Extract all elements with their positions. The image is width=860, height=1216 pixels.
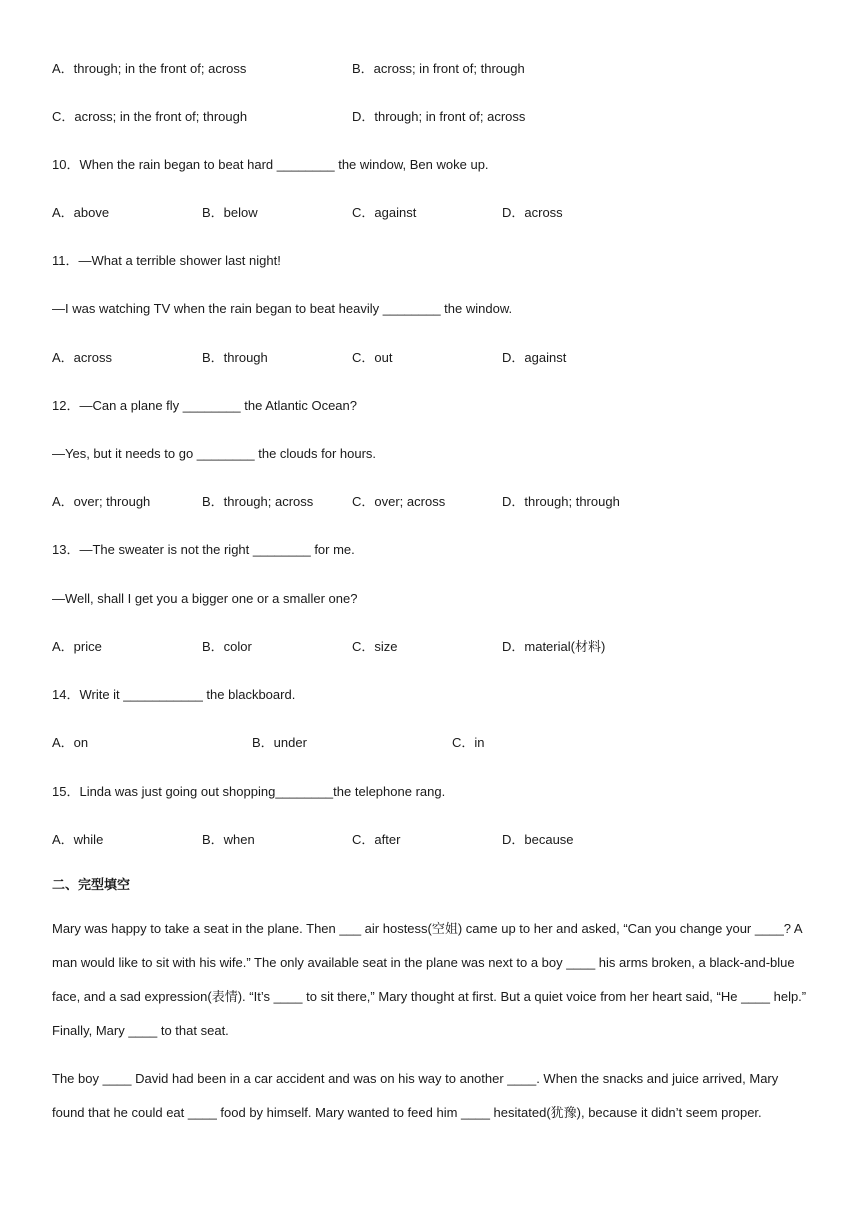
- answer-option: C．against: [352, 205, 417, 220]
- question-text: 12．—Can a plane fly ________ the Atlantic Ocean?: [52, 398, 357, 413]
- answer-option: C．out: [352, 350, 393, 365]
- question-text: 11．—What a terrible shower last night!: [52, 253, 281, 268]
- answer-option: D．against: [502, 350, 567, 365]
- answer-option: C．in: [452, 735, 485, 750]
- question-text: 13．—The sweater is not the right ________ for me.: [52, 542, 355, 557]
- answer-option: C．over; across: [352, 494, 446, 509]
- answer-option: A．while: [52, 832, 104, 847]
- question-text: 15．Linda was just going out shopping________the telephone rang.: [52, 784, 446, 799]
- answer-option: C．size: [352, 639, 398, 654]
- question-text: —Well, shall I get you a bigger one or a smaller one?: [52, 591, 358, 606]
- answer-option: C．across; in the front of; through: [52, 109, 248, 124]
- answer-option: B．when: [202, 832, 255, 847]
- answer-option: A．above: [52, 205, 110, 220]
- passage-paragraph: Mary was happy to take a seat in the plane. Then ___ air hostess(空姐) came up to her and asked, “Can you change your ____? A man would like to sit with his wife.” The only available seat in the plane was next to a boy ____ his arms broken, a black-and-blue face, and a sad expression(表情). “It’s ____ to sit there,” Mary thought at first. But a quiet voice from her heart said, “He ____ help.” Finally, Mary ____ to that seat.: [52, 921, 807, 1038]
- section-heading: 二、完型填空: [52, 877, 131, 892]
- answer-option: A．on: [52, 735, 89, 750]
- answer-option: B．through: [202, 350, 268, 365]
- question-text: —I was watching TV when the rain began to beat heavily ________ the window.: [52, 301, 513, 316]
- answer-option: C．after: [352, 832, 401, 847]
- answer-option: A．across: [52, 350, 112, 365]
- passage-paragraph: The boy ____ David had been in a car accident and was on his way to another ____. When the snacks and juice arrived, Mary found that he could eat ____ food by himself. Mary wanted to feed him ____ hesitated(犹豫), because it didn’t seem proper.: [52, 1071, 779, 1120]
- answer-option: D．through; in front of; across: [352, 109, 526, 124]
- question-text: 14．Write it ___________ the blackboard.: [52, 687, 296, 702]
- answer-option: A．price: [52, 639, 102, 654]
- answer-option: B．through; across: [202, 494, 314, 509]
- answer-option: D．across: [502, 205, 563, 220]
- answer-option: B．color: [202, 639, 252, 654]
- question-text: —Yes, but it needs to go ________ the clouds for hours.: [52, 446, 377, 461]
- answer-option: D．because: [502, 832, 574, 847]
- answer-option: A．through; in the front of; across: [52, 61, 247, 76]
- answer-option: D．material(材料): [502, 639, 606, 654]
- answer-option: B．across; in front of; through: [352, 61, 525, 76]
- question-text: 10．When the rain began to beat hard ________ the window, Ben woke up.: [52, 157, 489, 172]
- answer-option: D．through; through: [502, 494, 620, 509]
- answer-option: B．under: [252, 735, 307, 750]
- answer-option: B．below: [202, 205, 258, 220]
- answer-option: A．over; through: [52, 494, 151, 509]
